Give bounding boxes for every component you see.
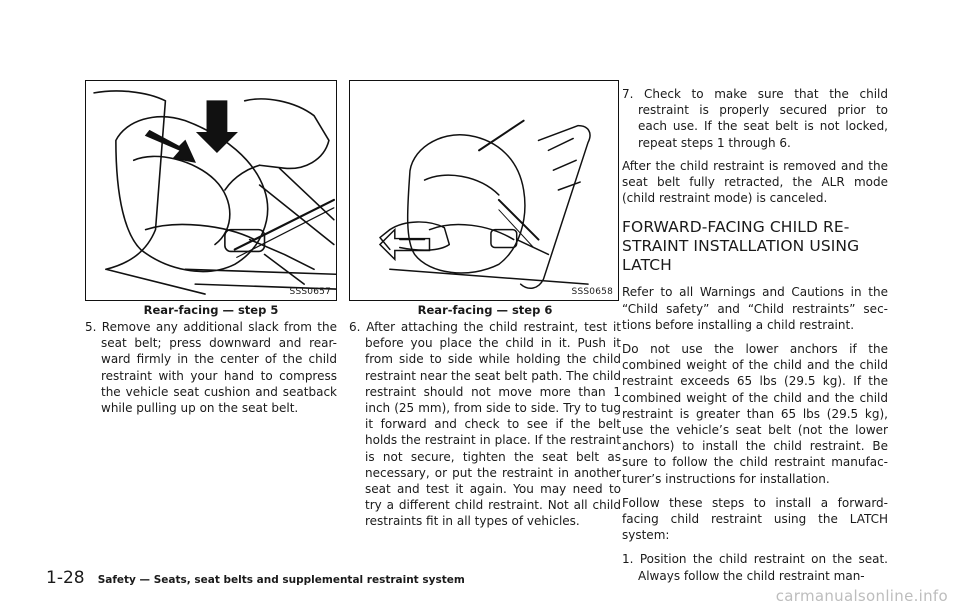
figure-rear-facing-step-6	[349, 80, 619, 301]
illustration-test-restraint	[350, 81, 618, 300]
page-number: 1-28	[46, 568, 85, 588]
section-title: Safety — Seats, seat belts and supplemental restraint system	[97, 574, 465, 586]
follow-paragraph: Follow these steps to install a forward-facing child restraint using the LATCH system:	[622, 495, 888, 543]
step-1-text: 1. Position the child restraint on the seat. Always follow the child restraint man-	[622, 552, 888, 583]
figure-rear-facing-step-5	[85, 80, 337, 301]
watermark: carmanualsonline.info	[775, 587, 948, 605]
step-5-text: 5. Remove any additional slack from the seat belt; press downward and rear-ward firmly in the center of the child restraint with your hand to compress the vehicle seat cushion and seatback while pulling up on the seat belt.	[85, 320, 337, 416]
figure-caption: Rear-facing — step 6	[417, 303, 553, 317]
page-footer	[46, 568, 465, 588]
alr-paragraph: After the child restraint is removed and the seat belt fully retracted, the ALR mode (child restraint mode) is canceled.	[622, 158, 888, 206]
step-7-text: 7. Check to make sure that the child restraint is properly secured prior to each use. If the seat belt is not locked, repeat steps 1 through 6.	[622, 87, 888, 150]
middle-column	[349, 80, 621, 530]
section-heading: FORWARD-FACING CHILD RE-STRAINT INSTALLATION USING LATCH	[622, 218, 860, 275]
right-column	[622, 86, 888, 591]
figure-caption: Rear-facing — step 5	[143, 303, 279, 317]
left-column	[85, 80, 337, 416]
figure-code: SSS0657	[289, 287, 331, 297]
figure-code: SSS0658	[571, 287, 613, 297]
step-6-text: 6. After attaching the child restraint, test it before you place the child in it. Push it from side to side while holding the child restraint near the seat belt path. The child restraint should not move more than 1 inch (25 mm), from side to side. Try to tug it forward and check to see if the belt holds the restraint in place. If the restraint is not secure, tighten the seat belt as necessary, or put the restraint in another seat and test it again. You may need to try a different child restraint. Not all child restraints fit in all types of vehicles.	[349, 320, 621, 529]
refer-paragraph: Refer to all Warnings and Cautions in the “Child safety” and “Child restraints” sec-tions before installing a child restraint.	[622, 285, 888, 332]
weight-paragraph: Do not use the lower anchors if the combined weight of the child and the child restraint exceeds 65 lbs (29.5 kg). If the combined weight of the child and the child restraint is greater than 65 lbs (29.5 kg), use the vehicle’s seat belt (not the lower anchors) to install the child restraint. Be sure to follow the child restraint manufac-turer’s instructions for installation.	[622, 342, 888, 486]
illustration-press-seat	[86, 81, 336, 300]
